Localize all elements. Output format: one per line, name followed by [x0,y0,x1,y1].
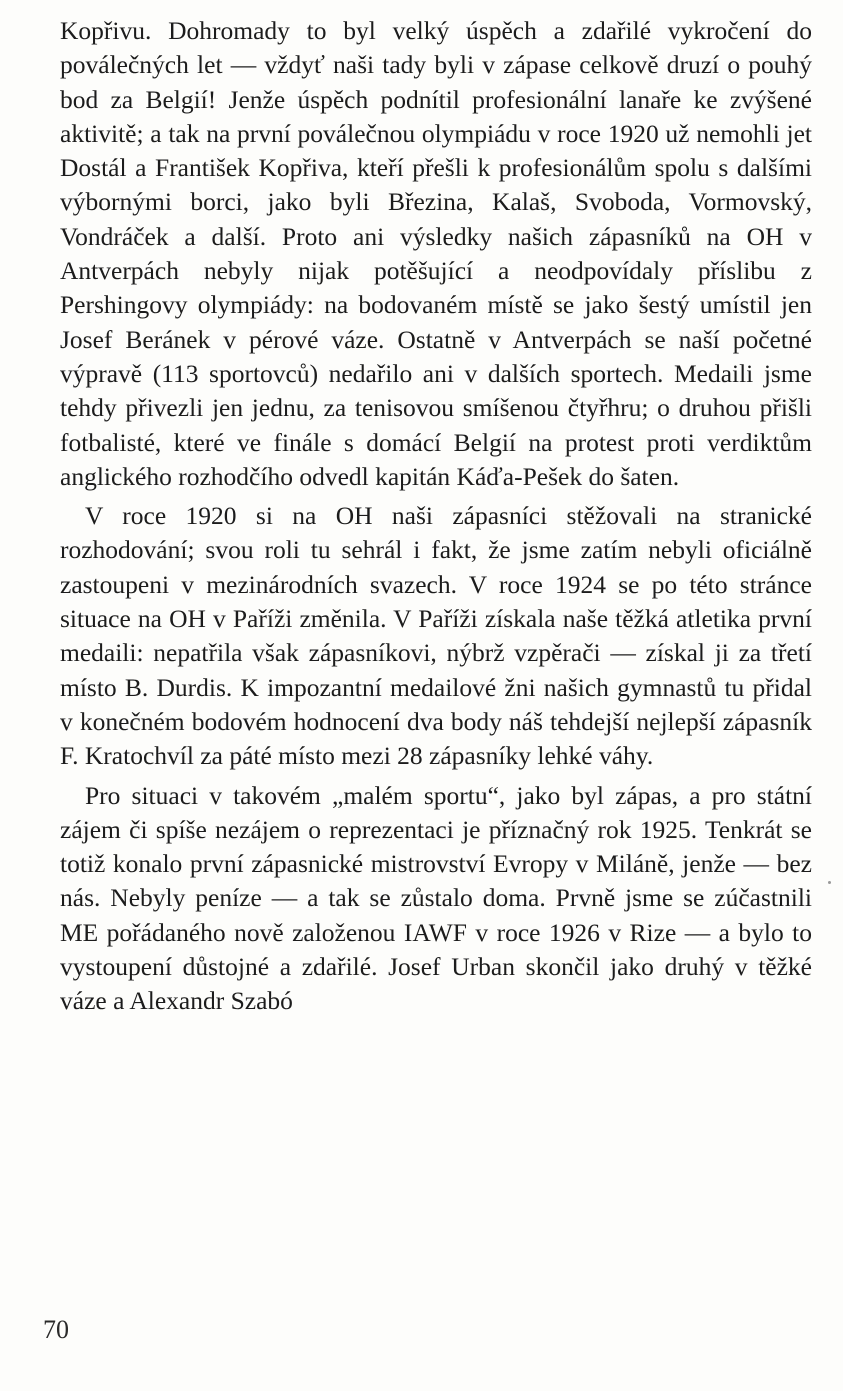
page-number: 70 [43,1315,69,1344]
paragraph-european-championship: Pro situaci v takovém „malém sportu“, jako byl zápas, a pro státní zájem či spíše nezájem o reprezentaci je příznačný rok 1925. Tenkrát se totiž konalo první zápasnické mistrovství Evropy v Miláně, jenže — bez nás. Nebyly peníze — a tak se zůstalo doma. Prvně jsme se zúčastnili ME pořádaného nově založenou IAWF v roce 1926 v Rize — a bylo to vystoupení důstojné a zdařilé. Josef Urban skončil jako druhý v těžké váze a Alexandr Szabó [60,780,812,1016]
paper-speck [828,881,831,884]
paragraph-continued: Kopřivu. Dohromady to byl velký úspěch a zdařilé vykročení do poválečných let — vždyť naši tady byli v zápase celkově druzí o pouhý bod za Belgií! Jenže úspěch podnítil profesionální lanaře ke zvýšené aktivitě; a tak na první poválečnou olympiádu v roce 1920 už nemohli jet Dostál a František Kopřiva, kteří přešli k profesionálům spolu s dalšími výbornými borci, jako byli Březina, Kalaš, Svoboda, Vormovský, Vondráček a další. Proto ani výsledky našich zápasníků na OH v Antverpách nebyly nijak potěšující a neodpovídaly příslibu z Pershingovy olympiády: na bodovaném místě se jako šestý umístil jen Josef Beránek v pérové váze. Ostatně v Antverpách se naší početné výpravě (113 sportovců) nedařilo ani v dalších sportech. Medaili jsme tehdy přivezli jen jednu, za tenisovou smíšenou čtyřhru; o druhou přišli fotbalisté, které ve finále s domácí Belgií na protest proti verdiktům anglického rozhodčího odvedl kapitán Káďa-Pešek do šaten. [60,16,812,491]
body-text [60,14,812,1019]
paragraph-olympics-1920-1924: V roce 1920 si na OH naši zápasníci stěžovali na stranické rozhodování; svou roli tu sehrál i fakt, že jsme zatím nebyli oficiálně zastoupeni v mezinárodních svazech. V roce 1924 se po této stránce situace na OH v Paříži změnila. V Paříži získala naše těžká atletika první medaili: nepatřila však zápasníkovi, nýbrž vzpěrači — získal ji za třetí místo B. Durdis. K impozantní medailové žni našich gymnastů tu přidal v konečném bodovém hodnocení dva body náš tehdejší nejlepší zápasník F. Kratochvíl za páté místo mezi 28 zápasníky lehké váhy. [60,501,812,771]
